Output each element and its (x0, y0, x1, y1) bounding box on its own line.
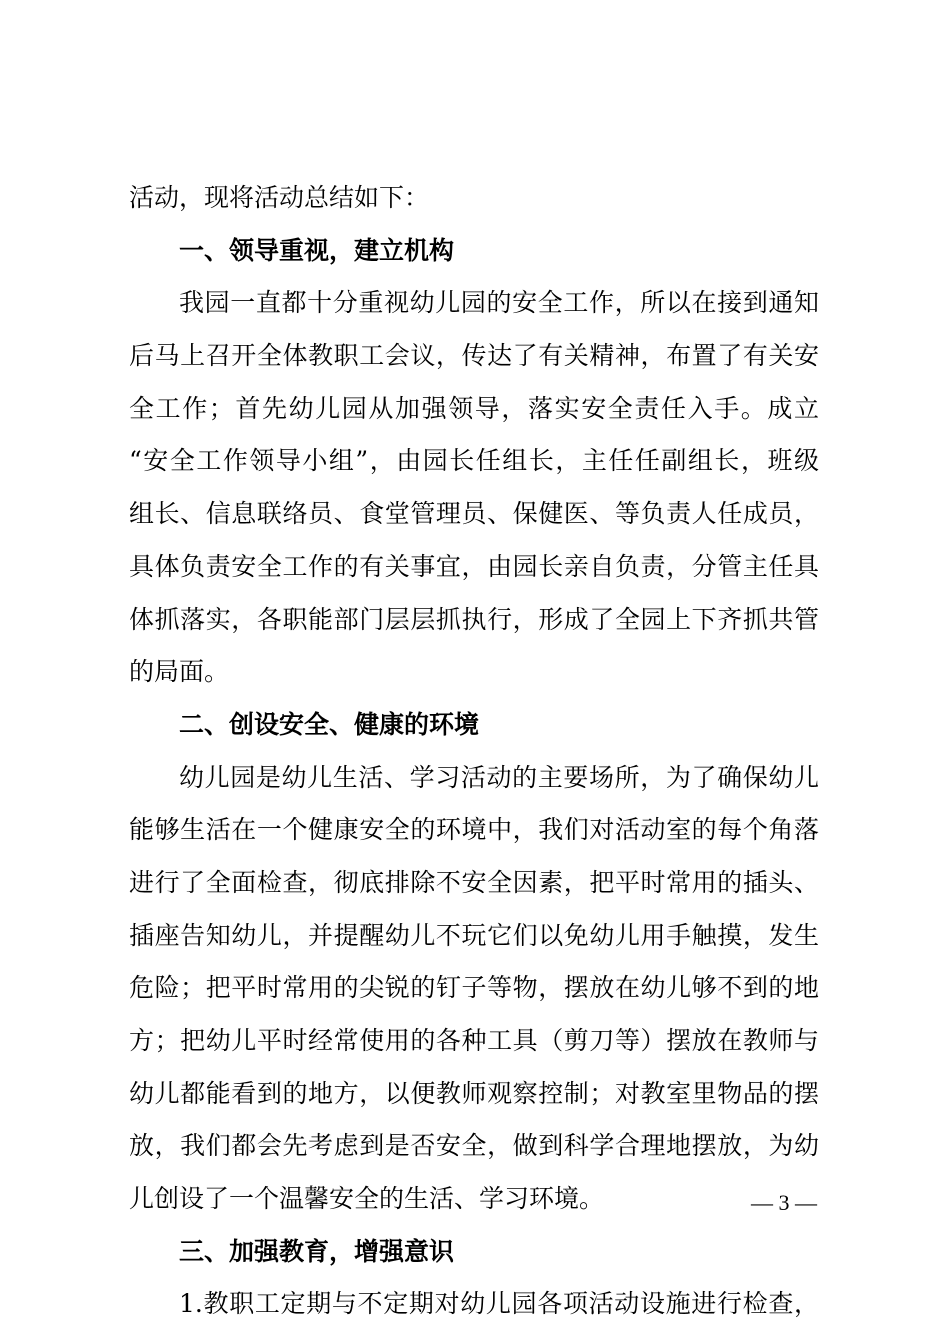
text-line: 放，我们都会先考虑到是否安全，做到科学合理地摆放，为幼 (129, 1131, 819, 1161)
text-line: 插座告知幼儿，并提醒幼儿不玩它们以免幼儿用手触摸，发生 (129, 920, 819, 950)
text-line: 活动，现将活动总结如下： (129, 183, 430, 212)
text-line: 组长、信息联络员、食堂管理员、保健医、等负责人任成员， (129, 499, 819, 529)
text-line: 能够生活在一个健康安全的环境中，我们对活动室的每个角落 (129, 815, 819, 845)
section-heading: 二、创设安全、健康的环境 (179, 709, 480, 739)
text-line: 1.教职工定期与不定期对幼儿园各项活动设施进行检查， (179, 1289, 819, 1319)
document-body (129, 172, 819, 1331)
text-line: 进行了全面检查，彻底排除不安全因素，把平时常用的插头、 (129, 867, 819, 897)
section-heading: 一、领导重视，建立机构 (179, 235, 455, 265)
text-line: 后马上召开全体教职工会议，传达了有关精神，布置了有关安 (129, 341, 819, 371)
text-line: “安全工作领导小组”，由园长任组长，主任任副组长，班级 (129, 446, 819, 476)
text-line: 体抓落实，各职能部门层层抓执行，形成了全园上下齐抓共管 (129, 604, 819, 634)
text-line: 儿创设了一个温馨安全的生活、学习环境。 (129, 1184, 605, 1214)
text-line: 危险；把平时常用的尖锐的钉子等物，摆放在幼儿够不到的地 (129, 973, 819, 1003)
text-line: 全工作；首先幼儿园从加强领导，落实安全责任入手。成立 (129, 393, 819, 423)
text-line: 我园一直都十分重视幼儿园的安全工作，所以在接到通知 (179, 288, 819, 318)
text-line: 幼儿都能看到的地方，以便教师观察控制；对教室里物品的摆 (129, 1078, 819, 1108)
section-heading: 三、加强教育，增强意识 (179, 1236, 455, 1266)
page-number: — 3 — (751, 1190, 817, 1215)
text-line: 幼儿园是幼儿生活、学习活动的主要场所，为了确保幼儿 (179, 762, 819, 792)
text-line: 的局面。 (129, 657, 230, 687)
text-line: 方；把幼儿平时经常使用的各种工具（剪刀等）摆放在教师与 (129, 1026, 819, 1055)
text-line: 具体负责安全工作的有关事宜，由园长亲自负责，分管主任具 (129, 551, 819, 581)
